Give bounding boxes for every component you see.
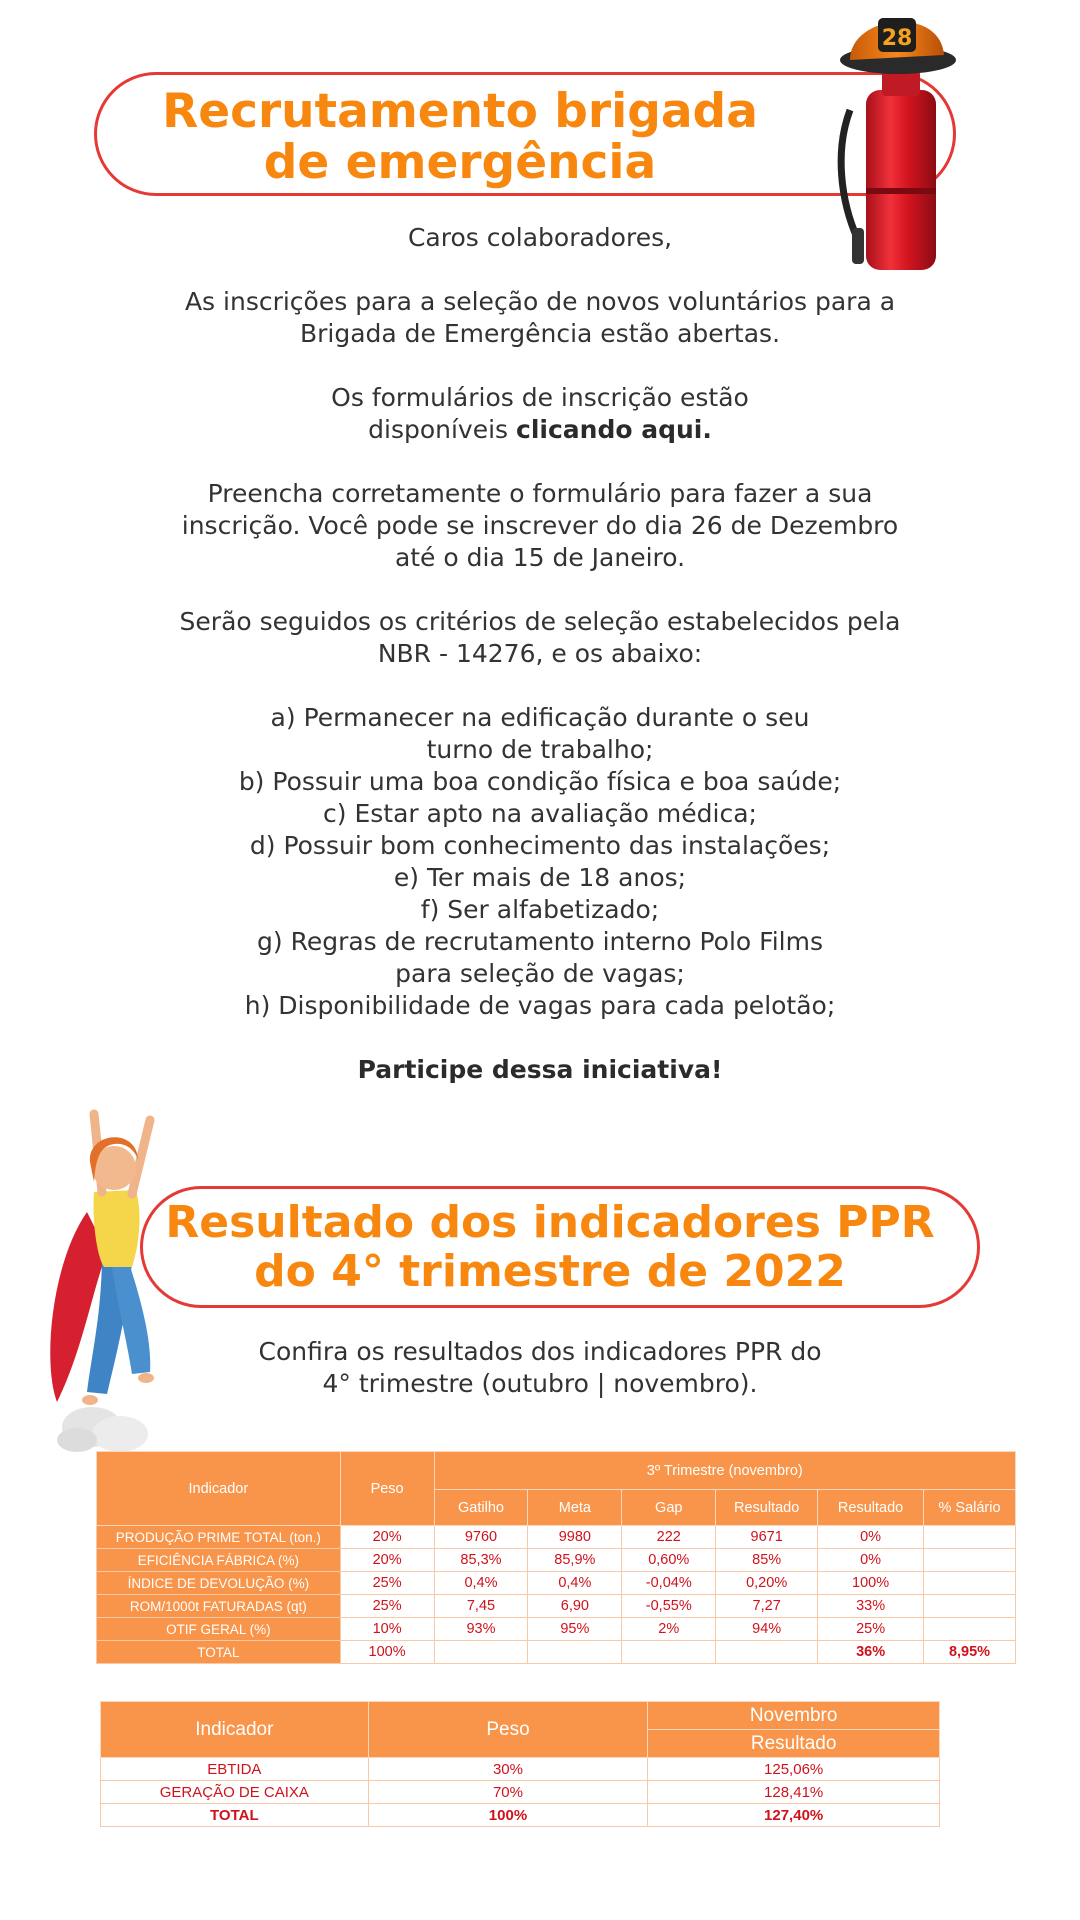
ppr-title-line2: do 4° trimestre de 2022	[254, 1246, 846, 1297]
cell-peso: 20%	[340, 1526, 434, 1549]
brigada-title-line2: de emergência	[263, 135, 657, 190]
cell-meta: 95%	[528, 1618, 622, 1641]
trimestre-group-header: 3º Trimestre (novembro)	[434, 1452, 1015, 1490]
table-row	[97, 1595, 1016, 1618]
cell-gatilho: 0,4%	[434, 1572, 528, 1595]
cell-meta: 9980	[528, 1526, 622, 1549]
table-row	[97, 1618, 1016, 1641]
cell-resultado: 125,06%	[648, 1758, 940, 1781]
cell-indicador: OTIF GERAL (%)	[97, 1618, 341, 1641]
criteria-item: b) Possuir uma boa condição física e boa saúde;	[238, 767, 842, 796]
cell-gatilho: 7,45	[434, 1595, 528, 1618]
p4-line1: Serão seguidos os critérios de seleção estabelecidos pela	[179, 607, 901, 636]
cell-resultado2: 33%	[818, 1595, 924, 1618]
cell-indicador: EFICIÊNCIA FÁBRICA (%)	[97, 1549, 341, 1572]
cell-empty	[716, 1641, 818, 1664]
cell-indicador: ROM/1000t FATURADAS (qt)	[97, 1595, 341, 1618]
criteria-item: f) Ser alfabetizado;	[420, 895, 660, 924]
table-row	[97, 1549, 1016, 1572]
col-meta-header: Meta	[528, 1490, 622, 1526]
table-row	[101, 1781, 940, 1804]
ppr-intro	[100, 1336, 980, 1400]
cell-peso: 25%	[340, 1572, 434, 1595]
col-peso-header: Peso	[340, 1452, 434, 1526]
cell-resultado: 128,41%	[648, 1781, 940, 1804]
ppr-intro-line1: Confira os resultados dos indicadores PPR do	[258, 1337, 822, 1366]
table-total-row	[97, 1641, 1016, 1664]
ppr-intro-line2: 4° trimestre (outubro | novembro).	[322, 1369, 758, 1398]
cell-resultado: 7,27	[716, 1595, 818, 1618]
p3-line2: inscrição. Você pode se inscrever do dia 26 de Dezembro	[181, 511, 899, 540]
criteria-item: d) Possuir bom conhecimento das instalações;	[249, 831, 831, 860]
helmet-number: 28	[881, 26, 913, 51]
p3-line3: até o dia 15 de Janeiro.	[394, 543, 686, 572]
col-peso-header: Peso	[368, 1702, 648, 1758]
col-gap-header: Gap	[622, 1490, 716, 1526]
cell-gatilho: 85,3%	[434, 1549, 528, 1572]
col-indicador-header: Indicador	[101, 1702, 369, 1758]
cell-resultado2: 0%	[818, 1526, 924, 1549]
criteria-item: a) Permanecer na edificação durante o seu	[270, 703, 810, 732]
col-resultado-header: Resultado	[648, 1730, 940, 1758]
p1-line2: Brigada de Emergência estão abertas.	[299, 319, 781, 348]
cell-peso: 10%	[340, 1618, 434, 1641]
ppr-table-trimestre	[96, 1451, 1016, 1664]
ppr-table-novembro	[100, 1701, 940, 1827]
brigada-body	[100, 222, 980, 1086]
cell-salario	[924, 1618, 1016, 1641]
cell-meta: 6,90	[528, 1595, 622, 1618]
p2-line2-text: disponíveis	[368, 415, 517, 444]
form-link[interactable]: clicando aqui.	[516, 415, 712, 444]
criteria-item: g) Regras de recrutamento interno Polo Films	[257, 927, 823, 956]
cell-total-peso: 100%	[368, 1804, 648, 1827]
cell-empty	[434, 1641, 528, 1664]
cell-resultado2: 25%	[818, 1618, 924, 1641]
criteria-item: c) Estar apto na avaliação médica;	[323, 799, 757, 828]
cell-total-salario: 8,95%	[924, 1641, 1016, 1664]
cell-resultado: 0,20%	[716, 1572, 818, 1595]
cell-gap: 222	[622, 1526, 716, 1549]
cell-gap: 0,60%	[622, 1549, 716, 1572]
ppr-title	[150, 1197, 950, 1297]
cell-salario	[924, 1549, 1016, 1572]
cell-resultado: 9671	[716, 1526, 818, 1549]
cell-salario	[924, 1526, 1016, 1549]
cell-indicador: EBTIDA	[101, 1758, 369, 1781]
criteria-item: e) Ter mais de 18 anos;	[393, 863, 687, 892]
cell-meta: 0,4%	[528, 1572, 622, 1595]
p3-line1: Preencha corretamente o formulário para fazer a sua	[207, 479, 873, 508]
cell-total-label: TOTAL	[101, 1804, 369, 1827]
table-total-row	[101, 1804, 940, 1827]
col-resultado-header: Resultado	[716, 1490, 818, 1526]
cell-gap: -0,55%	[622, 1595, 716, 1618]
cell-indicador: GERAÇÃO DE CAIXA	[101, 1781, 369, 1804]
cell-total-resultado: 127,40%	[648, 1804, 940, 1827]
cell-peso: 20%	[340, 1549, 434, 1572]
criteria-item: para seleção de vagas;	[395, 959, 685, 988]
cell-gap: 2%	[622, 1618, 716, 1641]
cell-resultado2: 0%	[818, 1549, 924, 1572]
cell-gatilho: 93%	[434, 1618, 528, 1641]
p1-line1: As inscrições para a seleção de novos voluntários para a	[184, 287, 896, 316]
table-row	[101, 1758, 940, 1781]
criteria-item: h) Disponibilidade de vagas para cada pelotão;	[244, 991, 836, 1020]
col-salario-header: % Salário	[924, 1490, 1016, 1526]
cell-meta: 85,9%	[528, 1549, 622, 1572]
brigada-title	[110, 84, 810, 190]
brigada-title-line1: Recrutamento brigada	[162, 84, 758, 139]
cell-indicador: PRODUÇÃO PRIME TOTAL (ton.)	[97, 1526, 341, 1549]
p2-line1: Os formulários de inscrição estão	[331, 383, 749, 412]
cell-gap: -0,04%	[622, 1572, 716, 1595]
cell-gatilho: 9760	[434, 1526, 528, 1549]
cell-peso: 70%	[368, 1781, 648, 1804]
table-row	[97, 1526, 1016, 1549]
greeting: Caros colaboradores,	[407, 223, 673, 252]
cell-indicador: ÍNDICE DE DEVOLUÇÃO (%)	[97, 1572, 341, 1595]
cell-resultado: 94%	[716, 1618, 818, 1641]
ppr-title-line1: Resultado dos indicadores PPR	[165, 1197, 935, 1248]
cell-total-peso: 100%	[340, 1641, 434, 1664]
col-resultado2-header: Resultado	[818, 1490, 924, 1526]
closing-text: Participe dessa iniciativa!	[357, 1055, 723, 1084]
p2-line2	[100, 414, 980, 446]
cell-resultado: 85%	[716, 1549, 818, 1572]
criteria-item: turno de trabalho;	[426, 735, 654, 764]
cell-total-label: TOTAL	[97, 1641, 341, 1664]
cell-salario	[924, 1572, 1016, 1595]
cell-salario	[924, 1595, 1016, 1618]
cell-empty	[622, 1641, 716, 1664]
cell-total-resultado: 36%	[818, 1641, 924, 1664]
novembro-group-header: Novembro	[648, 1702, 940, 1730]
col-gatilho-header: Gatilho	[434, 1490, 528, 1526]
p4-line2: NBR - 14276, e os abaixo:	[377, 639, 703, 668]
col-indicador-header: Indicador	[97, 1452, 341, 1526]
cell-peso: 30%	[368, 1758, 648, 1781]
cell-peso: 25%	[340, 1595, 434, 1618]
table-row	[97, 1572, 1016, 1595]
cell-empty	[528, 1641, 622, 1664]
cell-resultado2: 100%	[818, 1572, 924, 1595]
